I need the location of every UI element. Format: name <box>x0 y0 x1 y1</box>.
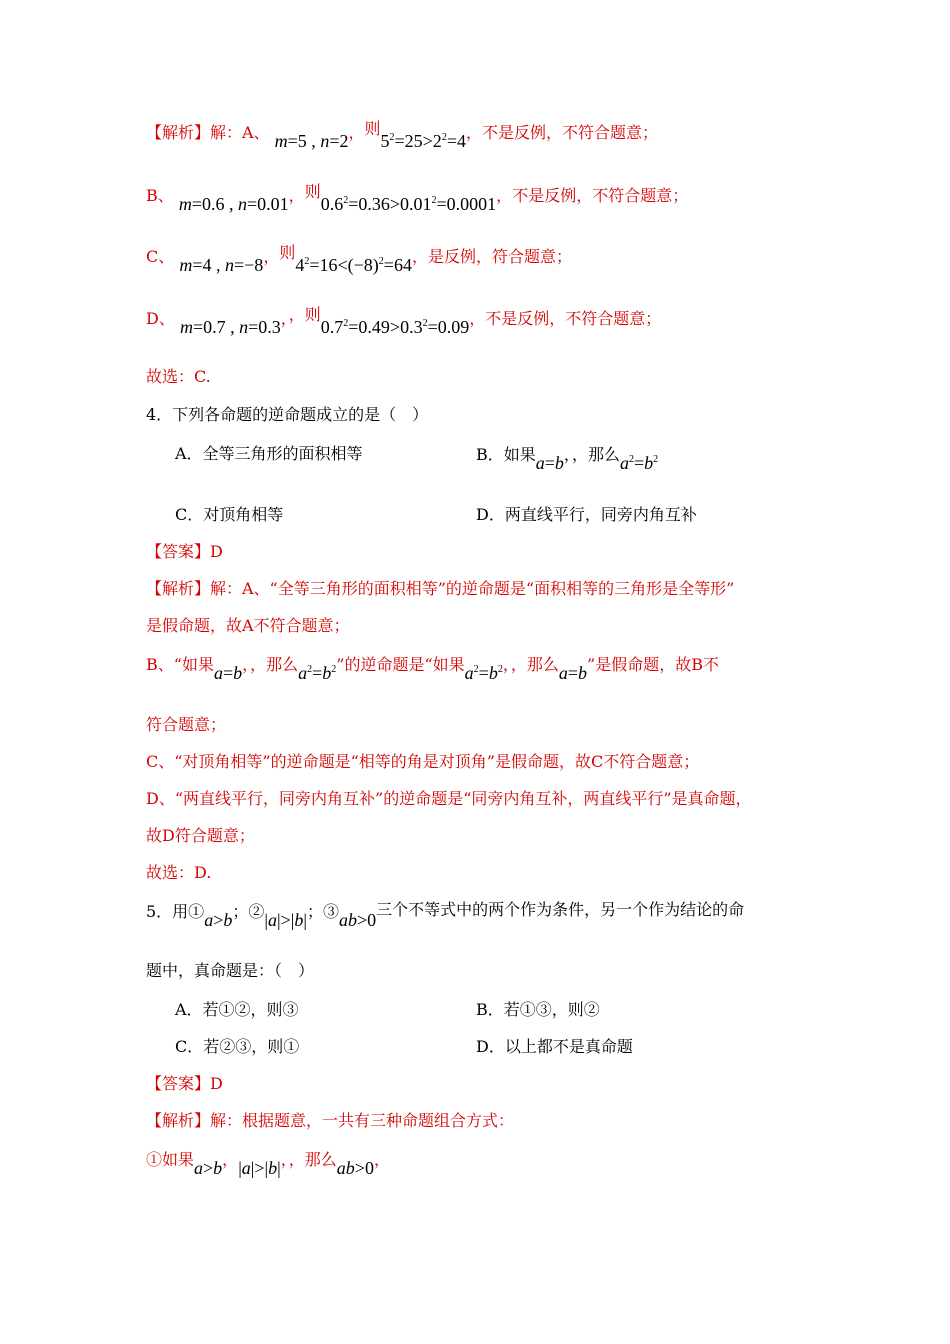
math-expr: m=4 , n=−8 <box>179 255 264 275</box>
then-text: 则 <box>304 182 321 201</box>
q4-analysis-b-line2: 符合题意； <box>146 715 227 734</box>
q5-case-1: ①如果a>b，|a|>|b|，，那么ab>0， <box>146 1150 390 1178</box>
q5-option-d: D．以上都不是真命题 <box>476 1037 633 1056</box>
stem-text: ；② <box>232 902 265 921</box>
math-expr: m=0.6 , n=0.01 <box>178 194 289 214</box>
math-expr: a=b <box>213 663 243 683</box>
stem-text: 5．用① <box>146 902 205 921</box>
q3-final-answer: 故选：C. <box>146 367 211 386</box>
analysis-text: ，那么 <box>510 655 559 674</box>
then-text: 则 <box>364 119 381 138</box>
math-expr: a=b <box>535 453 564 473</box>
q4-analysis-a-line2: 是假命题，故A不符合题意； <box>146 616 350 635</box>
q4-option-c: C．对顶角相等 <box>175 505 284 524</box>
math-expr: $a^2=b^2$ <box>298 663 337 683</box>
q4-final-answer: 故选：D. <box>146 863 212 882</box>
math-expr: $a^2=b^2$ <box>464 663 503 683</box>
math-expr: m=5 , n=2 <box>274 131 349 151</box>
math-expr: a>b <box>194 1158 223 1178</box>
q3-analysis-a: 【解析】解：A、 m=5 , n=2，则$5^2=25>2^2=4$，不是反例，不符合题意； <box>146 119 658 151</box>
math-expr: $0.6^2=0.36>0.01^2=0.0001$ <box>320 194 497 214</box>
label-a: 【解析】解：A、 <box>146 123 270 142</box>
math-expr: ab>0 <box>338 910 377 930</box>
q3-analysis-b: B、 m=0.6 , n=0.01，则$0.6^2=0.36>0.01^2=0.0001$，不是反例，不符合题意； <box>146 182 689 214</box>
math-expr: a=b <box>558 663 588 683</box>
option-text: ，那么 <box>571 445 620 464</box>
q4-option-d: D．两直线平行，同旁内角互补 <box>476 505 697 524</box>
case-text: ①如果 <box>146 1150 195 1169</box>
analysis-text: ，那么 <box>250 655 299 674</box>
q4-answer: 【答案】D <box>146 542 223 561</box>
suffix-text: 不是反例，不符合题意； <box>481 123 658 142</box>
q5-stem <box>146 900 745 930</box>
q5-option-b: B．若①③，则② <box>476 1000 600 1019</box>
suffix-text: 不是反例，不符合题意； <box>512 186 689 205</box>
q4-analysis-a-line1: 【解析】解：A、“全等三角形的面积相等”的逆命题是“面积相等的三角形是全等形” <box>146 579 735 598</box>
then-text: ，则 <box>288 305 321 324</box>
label-b: B、 <box>146 186 174 205</box>
suffix-text: 不是反例，不符合题意； <box>485 309 662 328</box>
q3-analysis-c: C、 m=4 , n=−8，则$4^2=16<(-8)^2=64$，是反例，符合题意； <box>146 243 572 275</box>
math-expr: $0.7^2=0.49>0.3^2=0.09$ <box>320 317 470 337</box>
q4-analysis-c: C、“对顶角相等”的逆命题是“相等的角是对顶角”是假命题，故C不符合题意； <box>146 752 700 771</box>
q4-analysis-d-line1: D、“两直线平行，同旁内角互补”的逆命题是“同旁内角互补，两直线平行”是真命题， <box>146 789 752 808</box>
q4-option-b: B．如果a=b，，那么$a^2=b^2$ <box>476 445 659 473</box>
q3-analysis-d: D、 m=0.7 , n=0.3，，则$0.7^2=0.49>0.3^2=0.09$，不是反例，不符合题意； <box>146 305 662 337</box>
q4-option-a: A．全等三角形的面积相等 <box>175 444 363 463</box>
math-expr: |a|>|b| <box>238 1158 281 1178</box>
math-expr: m=0.7 , n=0.3 <box>179 317 281 337</box>
stem-text: 三个不等式中的两个作为条件，另一个作为结论的命 <box>376 900 745 919</box>
math-expr: $a^2=b^2$ <box>619 453 659 473</box>
math-expr: a>b <box>204 910 233 930</box>
math-expr: |a|>|b| <box>264 910 307 930</box>
q5-stem-line2: 题中，真命题是：（ ） <box>146 961 315 980</box>
analysis-text: ”是假命题，故B不 <box>587 655 719 674</box>
math-expr: $4^2=16<(-8)^2=64$ <box>295 255 412 275</box>
then-text: 则 <box>279 243 296 262</box>
math-expr: $5^2=25>2^2=4$ <box>380 131 466 151</box>
q4-analysis-d-line2: 故D符合题意； <box>146 826 255 845</box>
q5-option-a: A．若①②，则③ <box>175 1000 299 1019</box>
label-d: D、 <box>146 309 175 328</box>
math-expr: ab>0 <box>336 1158 374 1178</box>
suffix-text: 是反例，符合题意； <box>427 247 572 266</box>
q4-analysis-b: B、“如果a=b，，那么$a^2=b^2$”的逆命题是“如果$a^2=b^2$，，那么a=b”是假命题，故B不 <box>146 655 719 683</box>
stem-text: ；③ <box>306 902 339 921</box>
option-text: B．如果 <box>476 445 536 464</box>
q4-stem: 4．下列各命题的逆命题成立的是（ ） <box>146 405 429 424</box>
q5-analysis: 【解析】解：根据题意，一共有三种命题组合方式： <box>146 1111 515 1130</box>
q5-answer: 【答案】D <box>146 1074 223 1093</box>
case-text: ，那么 <box>288 1150 337 1169</box>
label-c: C、 <box>146 247 175 266</box>
analysis-text: ”的逆命题是“如果 <box>336 655 465 674</box>
analysis-text: B、“如果 <box>146 655 214 674</box>
q5-option-c: C．若②③，则① <box>175 1037 300 1056</box>
